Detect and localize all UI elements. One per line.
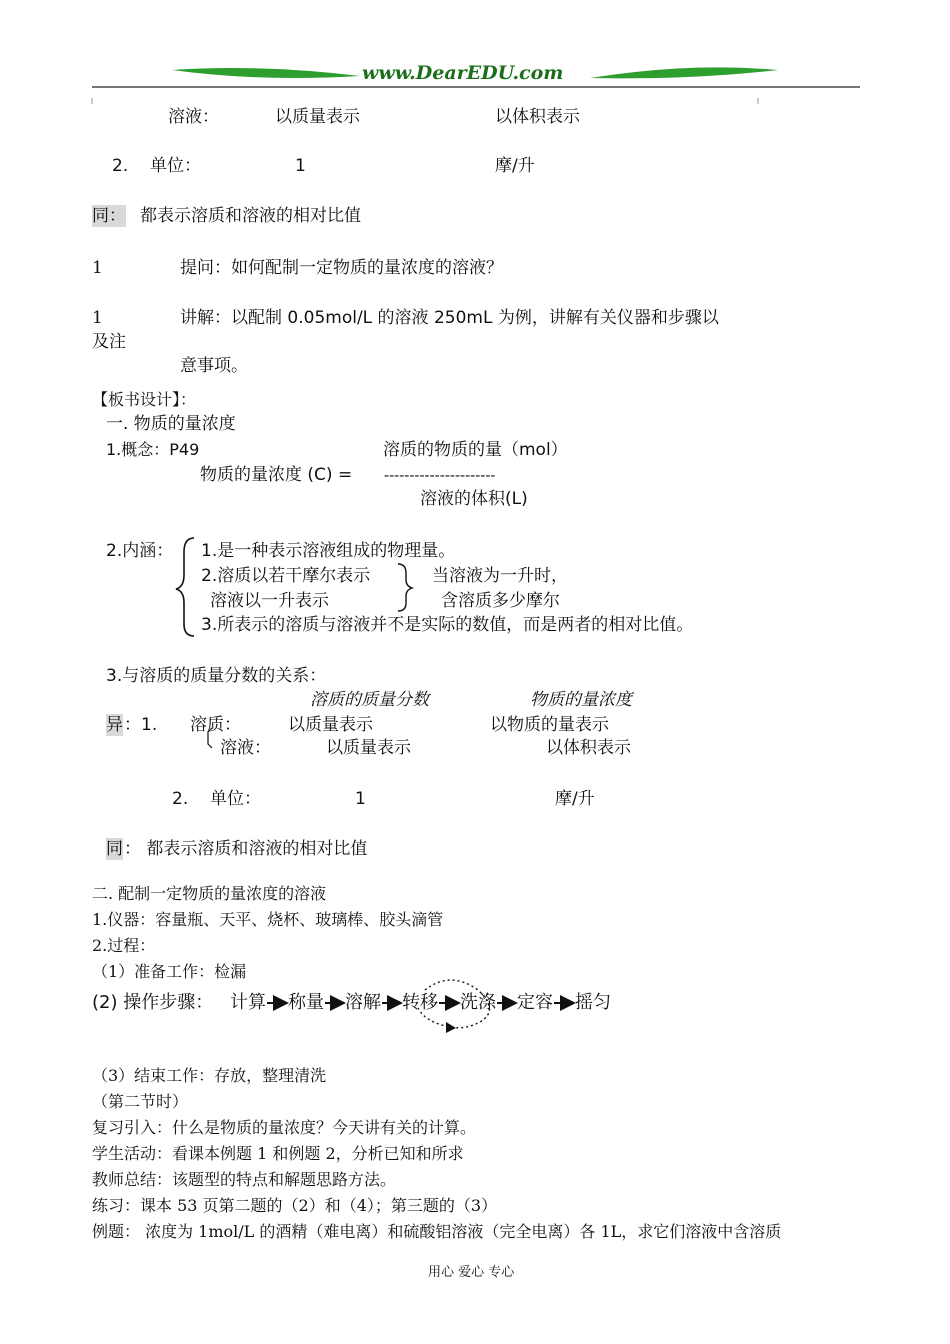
diff-solute: 溶质： (190, 715, 241, 735)
formula-left: 物质的量浓度 (C) = (200, 465, 353, 485)
process-heading: 2.过程： (92, 936, 156, 955)
board-unit-v2: 摩/升 (555, 789, 595, 809)
top-same-label: 同： (92, 206, 126, 226)
concept-label: 1.概念：P49 (106, 440, 200, 459)
student-activity: 学生活动：看课本例题 1 和例题 2，分析已知和所求 (92, 1144, 464, 1163)
explain-cont2: 意事项。 (180, 356, 248, 376)
col-mass-fraction: 溶质的质量分数 (310, 690, 429, 710)
step-fix-volume: 定容 (517, 992, 553, 1013)
top-unit-num: 2. (112, 156, 129, 176)
example: 例题： 浓度为 1mol/L 的酒精（难电离）和硫酸铝溶液（完全电离）各 1L，求它们溶液中含溶质 (92, 1222, 782, 1241)
explain-num: 1 (92, 308, 103, 328)
neihan-item1: 1.是一种表示溶液组成的物理量。 (201, 541, 456, 561)
operation-label: (2) 操作步骤： (92, 992, 214, 1013)
formula-dashes: ---------------------- (384, 466, 496, 484)
neihan-item2: 2.溶质以若干摩尔表示 (201, 566, 371, 586)
step-wash: 洗涤 (460, 992, 496, 1013)
loop-arrowhead (446, 1022, 456, 1033)
explain-text: 讲解：以配制 0.05mol/L 的溶液 250mL 为例，讲解有关仪器和步骤以 (180, 308, 719, 328)
neihan-item2-right2: 含溶质多少摩尔 (441, 591, 560, 611)
top-solution-mass: 以质量表示 (275, 107, 360, 127)
diff-label: 异 (106, 715, 123, 735)
review-intro: 复习引入：什么是物质的量浓度？今天讲有关的计算。 (92, 1118, 477, 1137)
col-molarity: 物质的量浓度 (530, 690, 632, 710)
instruments: 1.仪器：容量瓶、天平、烧杯、玻璃棒、胶头滴管 (92, 910, 444, 929)
top-unit-v2: 摩/升 (495, 156, 535, 176)
board-unit-label: 单位： (210, 789, 261, 809)
section2-heading: 二. 配制一定物质的量浓度的溶液 (92, 884, 327, 903)
board-title: 【板书设计】： (92, 390, 197, 409)
step-weigh: 称量 (288, 992, 324, 1013)
diff-solution: 溶液： (220, 738, 271, 758)
step-dissolve: 溶解 (345, 992, 381, 1013)
second-lesson: （第二节时） (92, 1092, 189, 1111)
diff-solution-v2: 以体积表示 (546, 738, 631, 758)
diff-num: ：1. (124, 715, 158, 735)
question-text: 提问：如何配制一定物质的量浓度的溶液？ (180, 258, 503, 278)
section1-heading: 一. 物质的量浓度 (106, 414, 236, 434)
diff-solution-v1: 以质量表示 (326, 738, 411, 758)
board-same-text: ： 都表示溶质和溶液的相对比值 (124, 839, 368, 859)
diff-solute-v1: 以质量表示 (288, 715, 373, 735)
end-step: （3）结束工作：存放，整理清洗 (92, 1066, 327, 1085)
top-unit-v1: 1 (295, 156, 306, 176)
question-num: 1 (92, 258, 103, 278)
formula-numerator: 溶质的物质的量（mol） (383, 440, 568, 460)
board-same-label: 同 (106, 839, 123, 859)
neihan-item2b: 溶液以一升表示 (210, 591, 329, 611)
footer-text: 用心 爱心 专心 (428, 1265, 515, 1280)
explain-cont1: 及注 (92, 332, 126, 352)
neihan-item2-right1: 当溶液为一升时， (432, 566, 568, 586)
top-same-text: 都表示溶质和溶液的相对比值 (140, 206, 361, 226)
practice: 练习：课本 53 页第二题的（2）和（4）；第三题的（3） (92, 1196, 498, 1215)
board-unit-v1: 1 (355, 789, 366, 809)
top-solution-volume: 以体积表示 (495, 107, 580, 127)
top-unit-label: 单位： (150, 156, 201, 176)
neihan-item3: 3.所表示的溶质与溶液并不是实际的数值，而是两者的相对比值。 (201, 615, 694, 635)
teacher-summary: 教师总结：该题型的特点和解题思路方法。 (92, 1170, 397, 1189)
neihan-label: 2.内涵： (106, 541, 174, 561)
relation-heading: 3.与溶质的质量分数的关系： (106, 666, 327, 686)
diff-solute-v2: 以物质的量表示 (490, 715, 609, 735)
step-shake: 摇匀 (575, 992, 611, 1013)
site-logo-text: www.DearEDU.com (362, 62, 564, 84)
step-calculate: 计算 (230, 992, 266, 1013)
formula-denominator: 溶液的体积(L) (420, 489, 528, 509)
board-unit-num: 2. (172, 789, 189, 809)
step-transfer: 转移 (402, 992, 438, 1013)
top-solution-label: 溶液： (168, 107, 219, 127)
prep-step: （1）准备工作：检漏 (92, 962, 247, 981)
